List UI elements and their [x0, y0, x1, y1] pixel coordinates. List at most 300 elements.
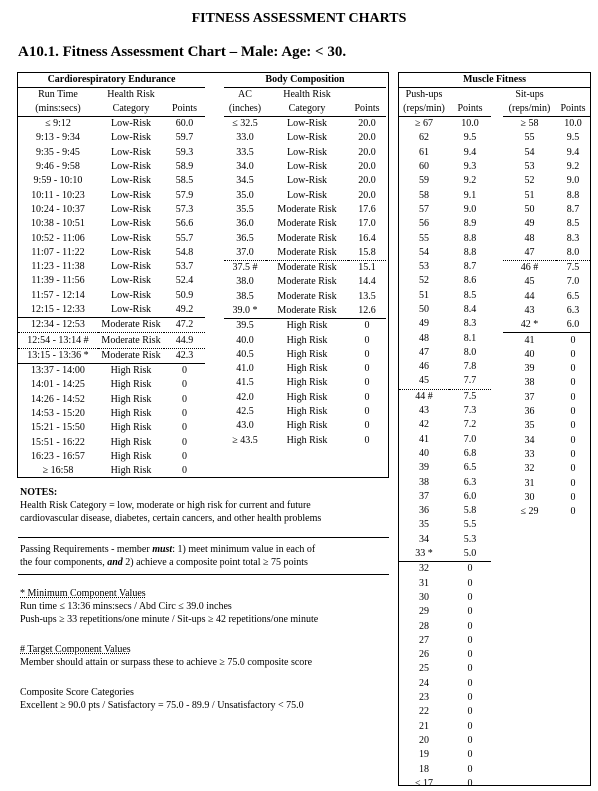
cardio-row	[18, 146, 205, 160]
cardio-header-cell: Category	[112, 103, 150, 114]
pushup-row-cell: 23	[419, 692, 429, 704]
notes-heading: NOTES:	[20, 487, 58, 498]
body-row-cell: Moderate Risk	[277, 276, 337, 288]
pushup-row-cell: 8.1	[463, 332, 477, 344]
cardio-row-cell: High Risk	[110, 422, 152, 434]
situp-row-cell: 0	[570, 377, 576, 389]
pushup-row-cell: 8.8	[463, 246, 477, 258]
body-row-cell: 36.5	[236, 232, 254, 244]
body-row-cell: 20.0	[358, 161, 376, 173]
situp-row-cell: 39	[524, 363, 535, 375]
body-row-cell: 33.5	[236, 146, 254, 158]
pushup-row	[399, 317, 491, 331]
situp-row-cell: 0	[570, 448, 576, 460]
body-row-cell: 0	[364, 377, 370, 389]
body-row-cell: 42.5	[236, 406, 254, 418]
body-header-cell: Points	[354, 103, 380, 114]
muscle-section-header: Muscle Fitness	[399, 73, 590, 88]
situp-row-cell: 35	[524, 420, 535, 432]
notes-block	[20, 486, 388, 525]
situp-row-cell: 0	[570, 506, 576, 518]
body-row-cell: High Risk	[286, 406, 328, 418]
cardio-row	[18, 117, 205, 132]
pushup-row	[399, 619, 491, 633]
situp-row	[503, 174, 590, 188]
cardio-row	[18, 378, 205, 392]
body-row-cell: High Risk	[286, 434, 328, 446]
cardio-row-cell: 14:26 - 14:52	[31, 393, 85, 405]
cardio-row-cell: Moderate Risk	[98, 318, 164, 333]
notes-text: the four components,	[20, 557, 108, 568]
body-row	[224, 231, 386, 245]
cardio-row-cell: High Risk	[110, 379, 152, 391]
situp-header-cell: (reps/min)	[508, 103, 551, 114]
situp-row-cell: 31	[524, 477, 535, 489]
body-row	[224, 275, 386, 289]
pushup-row	[399, 433, 491, 447]
pushup-header-cell: (reps/min)	[403, 103, 445, 114]
pushup-row-cell: 8.8	[463, 232, 477, 244]
body-row-cell: Moderate Risk	[277, 203, 337, 215]
cardio-row-cell: Low-Risk	[111, 261, 151, 273]
pushup-row-cell: 8.7	[463, 261, 477, 273]
situp-row-cell: 51	[524, 189, 535, 201]
body-row-cell: 13.5	[358, 290, 376, 302]
pushup-row-cell: 60	[419, 161, 429, 173]
body-row-cell: 20.0	[358, 146, 376, 158]
cardio-row-cell: ≤ 9:12	[45, 118, 71, 130]
cardio-row-cell: 54.8	[175, 246, 194, 258]
pushup-row-cell: 9.3	[463, 161, 477, 173]
cardio-row	[18, 407, 205, 421]
pushup-row-cell: 7.7	[449, 374, 491, 389]
pushup-row-cell: 7.0	[463, 433, 477, 445]
situp-row	[503, 290, 590, 304]
body-row-cell: High Risk	[266, 319, 348, 334]
pushup-row	[399, 533, 491, 547]
body-row-cell: 39.0 *	[232, 305, 258, 316]
situp-row	[503, 188, 590, 202]
body-row	[224, 188, 386, 202]
body-row-cell: 20.0	[358, 118, 376, 130]
cardio-row-cell: 11:57 - 12:14	[31, 289, 85, 301]
situp-row	[503, 476, 590, 490]
notes-line: Push-ups ≥ 33 repetitions/one minute / Sit-ups ≥ 42 repetitions/one minute	[20, 614, 319, 625]
situp-row	[503, 376, 590, 390]
pushup-row-cell: 0	[467, 634, 473, 646]
body-composition-table	[224, 73, 386, 448]
body-row-cell: 16.4	[358, 232, 376, 244]
pushup-row-cell: 0	[467, 706, 473, 718]
pushup-row-cell: ≥ 67	[415, 118, 433, 130]
situp-row-cell: 49	[524, 218, 535, 230]
situp-row-cell: 48	[524, 232, 535, 244]
pushup-row	[399, 547, 491, 562]
pushup-row	[399, 274, 491, 288]
body-row-cell: 38.0	[236, 276, 254, 288]
situp-row	[503, 304, 590, 318]
body-row	[224, 117, 386, 132]
cardio-row-cell: 0	[182, 408, 187, 420]
body-row-cell: Moderate Risk	[277, 232, 337, 244]
cardio-row-cell: 11:39 - 11:56	[31, 275, 85, 287]
pushup-row-cell: 43	[419, 405, 429, 417]
notes-text: : 1) meet minimum value in each of	[172, 544, 316, 555]
pushup-row	[399, 518, 491, 532]
body-row-cell: High Risk	[286, 363, 328, 375]
pushup-row	[399, 389, 491, 404]
cardio-row-cell: 11:07 - 11:22	[31, 246, 85, 258]
situp-row-cell: 54	[524, 146, 535, 158]
notes-line: Run time ≤ 13:36 mins:secs / Abd Circ ≤ 39.0 inches	[20, 601, 232, 612]
body-row	[224, 304, 386, 319]
cardio-row-cell: 0	[182, 465, 187, 477]
cardio-row	[18, 131, 205, 145]
situp-row-cell: 46 #	[520, 262, 539, 274]
cardio-row-cell: 12:34 - 12:53	[18, 318, 98, 333]
situp-row-cell: 0	[556, 333, 590, 348]
cardio-row-cell: Low-Risk	[111, 275, 151, 287]
cardio-row-cell: 0	[182, 436, 187, 448]
pushup-row-cell: 0	[467, 777, 473, 789]
cardio-row-cell: 15:21 - 15:50	[31, 422, 85, 434]
pushup-row-cell: 55	[419, 232, 429, 244]
pushup-row-cell: 0	[467, 649, 473, 661]
cardio-row-cell: 0	[182, 379, 187, 391]
situp-row	[503, 318, 590, 333]
pushup-row-cell: 0	[467, 734, 473, 746]
pushup-row-cell: 58	[419, 189, 429, 201]
cardio-row-cell: 14:01 - 14:25	[31, 379, 85, 391]
pushup-row-cell: 50	[419, 304, 429, 315]
cardio-row-cell: High Risk	[110, 450, 152, 462]
body-row-cell: 33.0	[236, 132, 254, 144]
pushup-row	[399, 289, 491, 303]
situp-row	[503, 391, 590, 405]
pushup-row	[399, 374, 491, 389]
situp-row-cell: 34	[524, 434, 535, 446]
cardio-row	[18, 203, 205, 217]
pushup-row	[399, 331, 491, 345]
pushup-header-cell	[449, 88, 491, 102]
situp-row-cell: 50	[524, 203, 535, 215]
situp-row-cell: 6.5	[566, 290, 580, 302]
cardio-row-cell: 10:24 - 10:37	[31, 203, 85, 215]
situp-row	[503, 362, 590, 376]
body-row-cell: Low-Risk	[287, 118, 327, 130]
notes-line: Excellent ≥ 90.0 pts / Satisfactory = 75.0 - 89.9 / Unsatisfactory < 75.0	[20, 700, 304, 711]
pushup-row	[399, 174, 491, 188]
situp-row-cell: 7.5	[566, 262, 580, 274]
pushup-row	[399, 117, 491, 132]
cardio-row-cell: 10:52 - 11:06	[31, 232, 85, 244]
pushup-row-cell: 7.3	[463, 405, 477, 417]
pushup-row-cell: 53	[419, 261, 429, 273]
cardio-row-cell: 10:38 - 10:51	[31, 218, 85, 230]
situp-row-cell: 0	[570, 491, 576, 503]
pushup-row-cell: 54	[419, 246, 429, 258]
cardio-row-cell: 14:53 - 15:20	[31, 408, 85, 420]
body-row	[224, 260, 386, 275]
body-row-cell: 41.5	[236, 377, 254, 389]
cardio-header-cell: Points	[171, 103, 197, 114]
cardio-header-cell: Health Risk	[107, 89, 155, 100]
cardio-row-cell: 0	[182, 393, 187, 405]
situp-header-cell: Points	[560, 103, 586, 114]
cardio-row-cell: 0	[164, 364, 205, 379]
pushup-row-cell: 24	[419, 677, 429, 689]
situp-row-cell: 33	[524, 448, 535, 460]
pushup-row-cell: 19	[419, 749, 429, 761]
pushup-row-cell: 39	[419, 462, 429, 474]
situp-row-cell: 55	[524, 132, 535, 144]
situp-row-cell: 38	[524, 377, 535, 389]
pushup-row	[399, 475, 491, 489]
body-row-cell: 43.0	[236, 420, 254, 432]
pushup-row	[399, 246, 491, 260]
cardio-row	[18, 260, 205, 274]
pushup-row-cell: 8.9	[463, 218, 477, 230]
cardio-row	[18, 246, 205, 260]
pushup-row	[399, 404, 491, 418]
situp-row-cell: 8.5	[566, 218, 580, 230]
cardio-row-cell: 53.7	[175, 261, 194, 273]
body-row-cell: High Risk	[286, 377, 328, 389]
cardio-row-cell: Low-Risk	[111, 132, 151, 144]
pushup-row-cell: 0	[467, 763, 473, 775]
pushup-row-cell: 31	[419, 577, 429, 589]
situp-row-cell: ≥ 58	[520, 118, 539, 130]
situp-row-cell: 44	[524, 290, 535, 302]
pushup-row-cell: 9.4	[463, 146, 477, 158]
body-row-cell: 34.0	[236, 161, 254, 173]
notes-emphasis: and	[107, 557, 123, 568]
body-row-cell: High Risk	[286, 348, 328, 360]
body-row-cell: Low-Risk	[287, 161, 327, 173]
pushup-row-cell: 0	[467, 720, 473, 732]
cardio-row-cell: 9:13 - 9:34	[36, 132, 80, 144]
situp-row-cell: 42 *	[520, 319, 539, 331]
body-header-cell: (inches)	[228, 103, 262, 114]
body-row-cell: 35.5	[236, 203, 254, 215]
cardio-row	[18, 393, 205, 407]
situp-row-cell: 36	[524, 406, 535, 418]
body-row	[224, 376, 386, 390]
pushup-row	[399, 490, 491, 504]
body-row	[224, 174, 386, 188]
cardio-row-cell: 10:11 - 10:23	[31, 189, 85, 201]
cardio-row-cell: 56.6	[175, 218, 194, 230]
cardio-row-cell: 47.2	[164, 318, 205, 333]
body-row-cell: 17.0	[358, 218, 376, 230]
cardio-row	[18, 231, 205, 245]
body-row	[224, 146, 386, 160]
cardio-row-cell: High Risk	[110, 436, 152, 448]
situp-row-cell: 9.5	[566, 132, 580, 144]
pushup-row-cell: 8.3	[463, 318, 477, 330]
notes-line	[20, 556, 388, 569]
body-row-cell: 39.5	[224, 319, 266, 334]
pushup-row-cell: 62	[419, 132, 429, 144]
body-row-cell: 37.0	[224, 246, 266, 261]
situp-row-cell: 0	[570, 348, 576, 360]
pushup-row-cell: 5.0	[463, 548, 477, 560]
pushup-row	[399, 418, 491, 432]
pushup-row-cell: 5.8	[463, 505, 477, 517]
situp-row-cell: 9.4	[566, 146, 580, 158]
cardio-row	[18, 274, 205, 288]
situp-row-cell: 41	[503, 333, 556, 348]
pushup-row	[399, 131, 491, 145]
cardio-row	[18, 289, 205, 303]
pushup-row-cell: 8.4	[463, 304, 477, 315]
situp-row-cell: 7.0	[566, 276, 580, 288]
situp-row	[503, 131, 590, 145]
notes-text: Passing Requirements - member	[20, 544, 153, 555]
pushup-row	[399, 605, 491, 619]
pushup-row	[399, 217, 491, 231]
body-row-cell: 38.5	[236, 290, 254, 302]
pushup-row-cell: 32	[399, 562, 449, 577]
passing-requirements	[20, 543, 388, 569]
situp-row-cell: 0	[570, 463, 576, 475]
situp-row	[503, 246, 590, 261]
situp-row	[503, 203, 590, 217]
body-row-cell: 15.1	[358, 262, 376, 274]
situp-row-cell: ≤ 29	[520, 506, 539, 518]
cardio-header-cell: (mins:secs)	[35, 103, 81, 114]
situp-row-cell: 53	[524, 161, 535, 173]
situp-row	[503, 448, 590, 462]
body-row-cell: 0	[364, 391, 370, 403]
situp-row	[503, 231, 590, 245]
situp-row-cell: 52	[524, 175, 535, 187]
body-row-cell: High Risk	[286, 334, 328, 346]
situp-row-cell: 6.3	[566, 305, 580, 316]
cardio-row-cell: High Risk	[110, 393, 152, 405]
body-row	[224, 419, 386, 433]
situp-row-cell: 0	[570, 420, 576, 432]
pushup-row	[399, 762, 491, 776]
cardio-section-header: Cardiorespiratory Endurance	[18, 73, 205, 88]
body-section-header: Body Composition	[224, 73, 386, 88]
pushup-row	[399, 662, 491, 676]
cardio-row-cell: High Risk	[98, 364, 164, 379]
cardio-row	[18, 364, 205, 379]
body-row-cell: Moderate Risk	[277, 218, 337, 230]
situp-row-cell: 0	[570, 434, 576, 446]
notes-subheading: Composite Score Categories	[20, 687, 134, 698]
pushup-row	[399, 691, 491, 705]
body-row-cell: 0	[348, 319, 386, 334]
cardio-header-cell	[164, 88, 205, 103]
notes-rule	[18, 537, 389, 538]
cardio-header-cell: Run Time	[38, 89, 78, 100]
cardio-row	[18, 348, 205, 363]
situp-row-cell: 8.7	[566, 203, 580, 215]
body-row-cell: 42.0	[236, 391, 254, 403]
pushup-row-cell: 45	[399, 374, 449, 389]
cardio-row-cell: Low-Risk	[111, 146, 151, 158]
notes-line: Health Risk Category = low, moderate or high risk for current and future	[20, 500, 311, 511]
situp-row	[503, 434, 590, 448]
pushup-row-cell: ≤ 17	[415, 777, 433, 789]
pushup-row-cell: 61	[419, 146, 429, 158]
situp-row-cell: 0	[570, 406, 576, 418]
pushup-row-cell: 40	[419, 447, 429, 459]
pushup-row-cell: 7.5	[463, 390, 477, 402]
body-header-cell	[348, 88, 386, 103]
cardio-row-cell: 12:54 - 13:14 #	[18, 333, 98, 348]
situp-row-cell: 8.0	[556, 246, 590, 261]
body-row-cell: 40.0	[236, 334, 254, 346]
pushup-row-cell: 35	[419, 519, 429, 531]
body-row-cell: 12.6	[358, 305, 376, 316]
pushup-row	[399, 203, 491, 217]
pushup-row-cell: 8.6	[463, 275, 477, 287]
body-row-cell: 15.8	[348, 246, 386, 261]
body-row	[224, 333, 386, 347]
pushup-row	[399, 461, 491, 475]
cardio-row-cell: 16:23 - 16:57	[31, 450, 85, 462]
pushup-row	[399, 447, 491, 461]
situp-header-cell	[556, 88, 590, 102]
body-row-cell: Moderate Risk	[266, 246, 348, 261]
cardio-row-cell: 13:15 - 13:36 *	[27, 349, 89, 361]
pushup-row	[399, 777, 491, 791]
pushup-row-cell: 52	[419, 275, 429, 287]
pushup-row-cell: 6.8	[463, 447, 477, 459]
body-row-cell: 0	[364, 363, 370, 375]
pushup-row-cell: 30	[419, 591, 429, 603]
pushup-header-cell: Points	[457, 103, 483, 114]
pushup-row	[399, 562, 491, 577]
pushup-row-cell: 18	[419, 763, 429, 775]
pushup-row-cell: 0	[467, 677, 473, 689]
cardio-row-cell: ≥ 16:58	[42, 465, 74, 477]
pushup-row-cell: 48	[419, 332, 429, 344]
situp-row-cell: 8.3	[566, 232, 580, 244]
pushup-row-cell: 0	[467, 620, 473, 632]
pushup-row	[399, 303, 491, 317]
cardio-row-cell: 58.5	[175, 175, 194, 187]
pushup-row-cell: 0	[449, 562, 491, 577]
body-row-cell: 14.4	[358, 276, 376, 288]
pushup-row-cell: 36	[419, 505, 429, 517]
chart-subtitle: A10.1. Fitness Assessment Chart – Male: Age: < 30.	[18, 44, 347, 60]
situp-row	[503, 160, 590, 174]
pushup-row-cell: 57	[419, 203, 429, 215]
cardio-row-cell: Low-Risk	[111, 218, 151, 230]
cardio-row-cell: 50.9	[175, 289, 194, 301]
body-row	[224, 160, 386, 174]
pushup-row	[399, 146, 491, 160]
body-row	[224, 290, 386, 304]
body-row-cell: ≤ 32.5	[232, 118, 258, 130]
body-row-cell: High Risk	[286, 420, 328, 432]
pushup-row	[399, 188, 491, 202]
cardio-row-cell: 9:59 - 10:10	[33, 175, 83, 187]
situp-row-cell: 37	[524, 391, 535, 403]
situp-row-cell: 32	[524, 463, 535, 475]
body-row-cell: 20.0	[358, 189, 376, 201]
body-row	[224, 405, 386, 419]
cardio-table	[18, 73, 205, 478]
situp-row-cell: 45	[524, 276, 535, 288]
body-row-cell: High Risk	[286, 391, 328, 403]
pushup-row	[399, 719, 491, 733]
pushup-row	[399, 634, 491, 648]
